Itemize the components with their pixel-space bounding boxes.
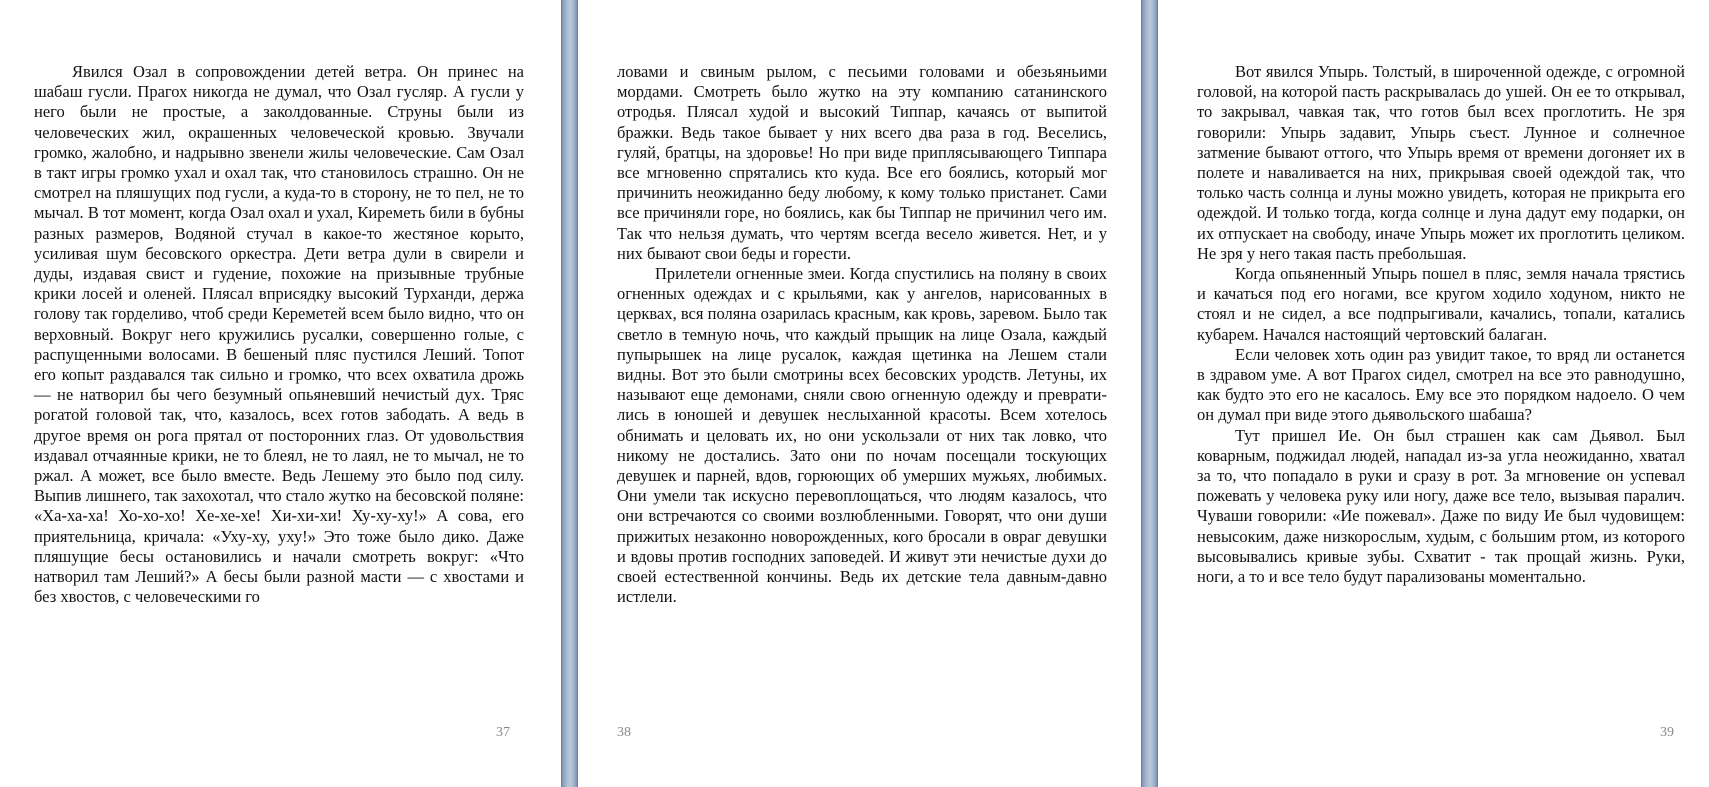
page-39-text xyxy=(1197,62,1685,587)
page-39 xyxy=(1158,0,1709,787)
page-separator xyxy=(561,0,578,787)
paragraph: Когда опьяненный Упырь пошел в пляс, земля начала трястись и качаться под его ногами, все кругом ходило ходуном, никто не стоял и не сидел, а все подпрыгивали, качались, топали, катались кубарем. Начался настоящий чертовский балаган. xyxy=(1197,264,1685,344)
page-38-text xyxy=(617,62,1107,607)
page-number: 39 xyxy=(1660,725,1674,740)
page-38 xyxy=(578,0,1141,787)
page-37-text xyxy=(34,62,524,607)
paragraph: Тут пришел Ие. Он был страшен как сам Дьявол. Был коварным, поджидал людей, нападал из-за угла неожиданно, хватал за то, что попадало в руки и сразу в рот. За мгновение он успевал пожевать у человека руку или ногу, даже все тело, вызывая паралич. Чуваши говорили: «Ие пожевал». Даже по виду Ие был чудовищем: невысоким, даже низкорослым, худым, с большим ртом, из которого высовывались кривые зубы. Схватит - так прощай жизнь. Руки, ноги, а то и все тело будут парализованы моментально. xyxy=(1197,425,1685,587)
paragraph: Прилетели огненные змеи. Когда спустились на поляну в своих огненных одеждах и с крыльями, как у ангелов, нарисованных в церквах, вся поляна озарилась красным, как кровь, заревом. Было так светло в темную ночь, что каждый прыщик на лице Озала, каждый пупырышек на лице русалок, каждая щетинка на Лешем стали видны. Вот это были смотрины всех бесовских уродств. Летуны, их называют еще демонами, сняли свою огненную одежду и превратились в юношей и девушек неслыханной красоты. Всем хотелось обнимать и целовать их, но они ускользали от них так ловко, что никому не достались. Зато они по ночам посещали тоскующих девушек и парней, вдов, горюющих об умерших мужьях, любимых. Они умели так искусно перевоплощаться, что людям казалось, что они встречаются со своими возлюбленными. Говорят, что они души прижитых незаконно новорожденных, кого бросали в овраг девушки и вдовы против господних заповедей. И живут эти нечистые духи до своей естественной кончины. Ведь их детские тела давным-давно истлели. xyxy=(617,264,1107,607)
page-37 xyxy=(0,0,561,787)
page-number: 38 xyxy=(617,725,631,740)
paragraph: Вот явился Упырь. Толстый, в широченной одежде, с огромной головой, на которой пасть раскрывалась до ушей. Он ее то открывал, то закрывал, чавкая так, что готов был всех проглотить. Не зря говорили: Упырь задавит, Упырь съест. Лунное и солнечное затмение бывают оттого, что Упырь время от времени догоняет их в полете и наваливается на них, прикрывая своей одеждой так, что только часть солнца и луны можно увидеть, которая не прикрыта его одеждой. И только тогда, когда солнце и луна дадут ему подарки, он их отпускает на свободу, иначе Упырь может их проглотить целиком. Не зря у него такая пасть пребольшая. xyxy=(1197,62,1685,263)
paragraph: Явился Озал в сопровождении детей ветра. Он принес на шабаш гусли. Прагох никогда не думал, что Озал гусляр. А гусли у него были не простые, а заколдованные. Струны были из человеческих жил, окрашенных человеческой кровью. Звучали громко, жалобно, и надрывно звенели жилы человеческие. Сам Озал в такт игры громко ухал и охал так, что становилось страшно. Он не смотрел на пляшущих под гусли, а куда-то в сторону, не то пел, не то мычал. В тот момент, когда Озал охал и ухал, Киреметь били в бубны разных размеров, Водяной стучал в какое-то жестяное корыто, усиливая шум бесовского оркестра. Дети ветра дули в свирели и дуды, издавая свист и гудение, похожие на призывные трубные крики лосей и оленей. Плясал вприсядку высокий Турханди, держа голову так горделиво, чтоб среди Кереметей всем было видно, что он верховный. Вокруг него кружились русалки, совершенно голые, с распущенными волосами. В бешеный пляс пустился Леший. Топот его копыт раздавался так сильно и громко, что всех охватила дрожь — не натворил бы чего безумный опьяневший нечистый дух. Тряс рогатой головой так, что, казалось, всех готов забодать. А ведь в другое время он рога прятал от посторонних глаз. От удовольствия издавал отчаянные крики, не то блеял, не то лаял, не то мычал, не то ржал. А может, все было вместе. Ведь Лешему это было под силу. Выпив лишнего, так захохотал, что стало жутко на бесовской поляне: «Ха-ха-ха! Хо-хо-хо! Хе-хе-хе! Хи-хи-хи! Ху-ху-ху!» А сова, его приятельница, кричала: «Уху-ху, уху!» Это тоже было дико. Даже пляшущие бесы остановились и начали смотреть вокруг: «Что натворил там Леший?» А бесы были разной масти — с хвостами и без хвостов, с человеческими го xyxy=(34,62,524,607)
paragraph: Если человек хоть один раз увидит такое, то вряд ли останется в здравом уме. А вот Прагох сидел, смотрел на все это равнодушно, как будто это его не касалось. Ему все это порядком надоело. О чем он думал при виде этого дьявольского шабаша? xyxy=(1197,344,1685,425)
page-separator xyxy=(1141,0,1158,787)
paragraph: ловами и свиным рылом, с песьими головами и обезьяньими мордами. Смотреть было жутко на эту компанию сатанинского отродья. Плясал худой и высокий Типпар, качаясь от выпитой бражки. Ведь такое бывает у них всего два раза в год. Веселись, гуляй, братцы, на здоровье! Но при виде приплясывающего Типпара все мгновенно спрятались кто куда. Все его боялись, который мог причинить неожиданно беду любому, к кому только пристанет. Сами все причиняли горе, но боялись, как бы Типпар не причинил чего им. Так что нельзя думать, что чертям всегда весело живется. Нет, и у них бывают свои беды и горести. xyxy=(617,62,1107,263)
page-number: 37 xyxy=(496,725,510,740)
